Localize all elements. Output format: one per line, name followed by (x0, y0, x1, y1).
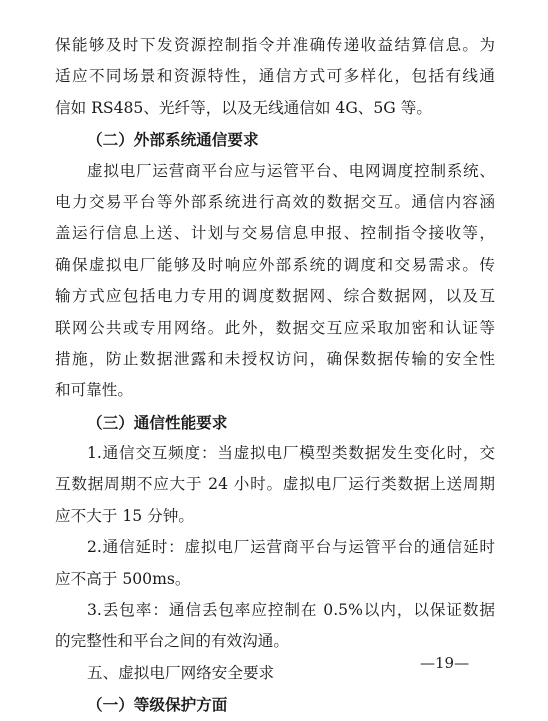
section-heading-network-security: 五、虚拟电厂网络安全要求 (87, 663, 275, 682)
body-text-line: 应不大于 15 分钟。 (55, 506, 194, 525)
body-text-line: 虚拟电厂运营商平台应与运管平台、电网调度控制系统、 (87, 161, 495, 180)
page-number: —19— (420, 654, 470, 672)
subsection-heading-external-communication: （二）外部系统通信要求 (87, 130, 259, 150)
body-text-line: 盖运行信息上送、计划与交易信息申报、控制指令接收等， (55, 224, 495, 243)
body-text-line: 的完整性和平台之间的有效沟通。 (55, 632, 289, 651)
body-text-line: 和可靠性。 (55, 381, 133, 400)
body-text-line: 信如 RS485、光纤等，以及无线通信如 4G、5G 等。 (55, 98, 432, 117)
body-text-line: 适应不同场景和资源特性，通信方式可多样化，包括有线通 (55, 67, 495, 86)
subsection-heading-level-protection: （一）等级保护方面 (87, 695, 228, 715)
body-text-line: 3.丢包率：通信丢包率应控制在 0.5%以内，以保证数据 (87, 601, 495, 620)
document-page (55, 30, 495, 721)
subsection-heading-communication-performance: （三）通信性能要求 (87, 412, 228, 432)
body-text-line: 输方式应包括电力专用的调度数据网、综合数据网，以及互 (55, 287, 495, 306)
body-text-line: 1.通信交互频度：当虚拟电厂模型类数据发生变化时，交 (87, 444, 495, 463)
body-text-line: 措施，防止数据泄露和未授权访问，确保数据传输的安全性 (55, 349, 495, 368)
body-text-line: 互数据周期不应大于 24 小时。虚拟电厂运行类数据上送周期 (55, 475, 495, 494)
body-text-line: 应不高于 500ms。 (55, 569, 191, 588)
body-text-line: 电力交易平台等外部系统进行高效的数据交互。通信内容涵 (55, 192, 495, 211)
body-text-line: 2.通信延时：虚拟电厂运营商平台与运管平台的通信延时 (87, 538, 495, 557)
body-text-line: 保能够及时下发资源控制指令并准确传递收益结算信息。为 (55, 36, 495, 54)
body-text-line: 联网公共或专用网络。此外，数据交互应采取加密和认证等 (55, 318, 495, 337)
body-text-line: 确保虚拟电厂能够及时响应外部系统的调度和交易需求。传 (55, 255, 495, 274)
